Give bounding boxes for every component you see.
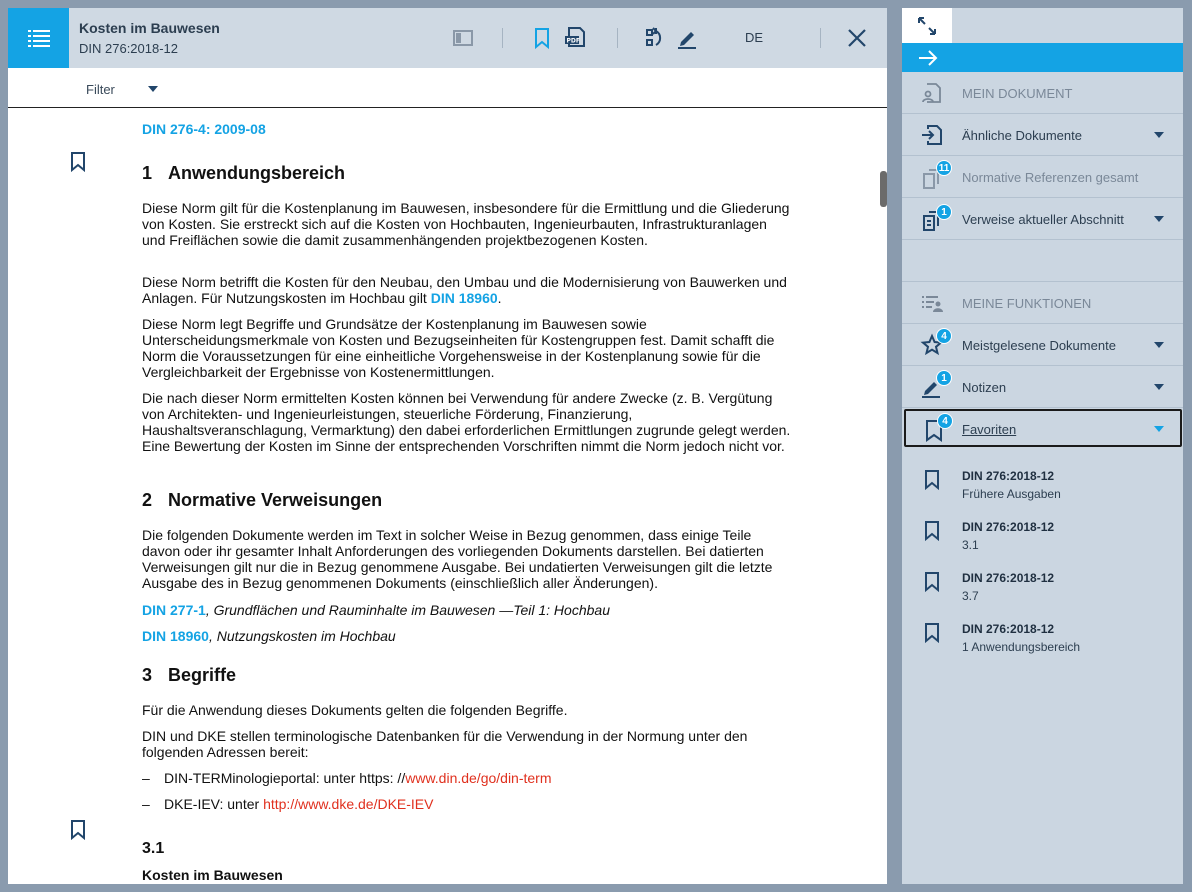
favorite-section: 3.7 (962, 589, 979, 603)
filter-dropdown-caret[interactable] (148, 86, 158, 92)
paragraph: Die folgenden Dokumente werden im Text in solcher Weise in Bezug genommen, dass einige Teile davon oder ihr gesamter Inhalt Anforderungen des vorliegenden Dokuments darstellen. Bei datierten Verweisungen gilt nur die in Bezug genommene Ausgabe. Bei undatierten Verweisungen gilt die letzte Ausgabe des in Bezug genommenen Dokuments (einschließlich aller Änderungen). (142, 527, 773, 591)
filter-bar (8, 68, 887, 108)
list-item (142, 796, 792, 812)
favorite-section: Frühere Ausgaben (962, 487, 1061, 501)
item-label: Notizen (962, 380, 1007, 395)
pen-icon[interactable] (675, 26, 699, 50)
top-reference-suffix: : 2009-08 (205, 121, 266, 137)
reference-entry (142, 602, 792, 618)
list-dash: – (142, 796, 150, 812)
paragraph: Für die Anwendung dieses Dokuments gelten die folgenden Begriffe. (142, 702, 568, 718)
chevron-down-icon[interactable] (1154, 132, 1164, 138)
toc-button[interactable] (8, 8, 69, 68)
count-badge: 1 (936, 204, 952, 220)
section-title: Anwendungsbereich (168, 163, 346, 183)
bookmark-icon (924, 521, 940, 541)
item-label: Verweise aktueller Abschnitt (962, 212, 1124, 227)
section-label: MEIN DOKUMENT (962, 86, 1073, 101)
filter-label[interactable]: Filter (86, 82, 115, 97)
panel-icon[interactable] (451, 26, 475, 50)
paragraph: Diese Norm legt Begriffe und Grundsätze der Kostenplanung im Bauwesen sowie Unterscheidungsmerkmale von Kosten und Bezugseinheiten für Kostengruppen fest. Damit schafft die Norm die Voraussetzungen für eine einheitliche Vorgehensweise in der Kostenplanung sowie für die Vergleichbarkeit der Ergebnisse von Kostenermittlungen. (142, 316, 775, 380)
count-badge: 4 (937, 413, 953, 429)
bookmark-icon[interactable] (70, 152, 86, 172)
document-title-block (79, 20, 220, 56)
document-content (8, 109, 887, 884)
favorite-entry[interactable] (902, 515, 1183, 565)
bookmark-icon[interactable] (70, 820, 86, 840)
paragraph: Die nach dieser Norm ermittelten Kosten können bei Verwendung für andere Zwecke (z. B. Vergütung von Architekten- und Ingenieurleistungen, steuerliche Förderung, Finanzierung, Haushaltsveranschlagung, Vermarktung) den dabei erforderlichen Ermittlungen zugrunde gelegt werden. Eine Bewertung der Kosten im Sinne der entsprechenden Vorschriften nimmt die Norm jedoch nicht vor. (142, 390, 791, 454)
list-dash: – (142, 770, 150, 786)
count-badge: 1 (936, 370, 952, 386)
favoriten-item[interactable] (904, 409, 1182, 447)
section-1-heading (142, 163, 345, 184)
favorite-section: 1 Anwendungsbereich (962, 640, 1081, 654)
din-18960-link[interactable]: DIN 18960 (142, 628, 209, 644)
section-title: Begriffe (168, 665, 237, 685)
arrow-right-icon (918, 50, 938, 66)
bookmark-icon (924, 470, 940, 490)
list-item-text: DKE-IEV: unter (164, 796, 264, 812)
item-label: Meistgelesene Dokumente (962, 338, 1116, 353)
section-number: 1 (142, 163, 153, 183)
favorite-doc: DIN 276:2018-12 (962, 571, 1055, 585)
toolbar-separator (502, 28, 503, 48)
favorite-section: 3.1 (962, 538, 979, 552)
mein-dokument-header (902, 72, 1183, 114)
notizen-item[interactable] (902, 366, 1183, 408)
list-icon (28, 29, 50, 47)
din-18960-link[interactable]: DIN 18960 (430, 290, 498, 306)
dke-iev-link[interactable]: http://www.dke.de/DKE-IEV (263, 796, 434, 812)
section-number: 3 (142, 665, 153, 685)
meine-funktionen-header (902, 282, 1183, 324)
history-icon[interactable] (644, 26, 668, 50)
aehnliche-dokumente-item[interactable] (902, 114, 1183, 156)
document-subtitle: DIN 276:2018-12 (79, 41, 179, 56)
collapse-panel-button[interactable] (902, 43, 1183, 72)
spacer (902, 240, 1183, 282)
bookmark-icon (924, 572, 940, 592)
document-header (8, 8, 887, 68)
count-badge: 11 (936, 160, 952, 176)
reference-title: , Nutzungskosten im Hochbau (208, 628, 396, 644)
chevron-down-icon[interactable] (1154, 342, 1164, 348)
favorite-doc: DIN 276:2018-12 (962, 469, 1055, 483)
paragraph-text: Diese Norm betrifft die Kosten für den Neubau, den Umbau und die Modernisierung von Bauwerken und Anlagen. Für Nutzungskosten im Hochbau gilt (142, 274, 787, 306)
chevron-down-icon[interactable] (1154, 384, 1164, 390)
paragraph-text: . (497, 290, 502, 306)
language-selector[interactable]: DE (745, 30, 764, 45)
toolbar-separator (820, 28, 821, 48)
chevron-down-icon[interactable] (1154, 426, 1164, 432)
item-label: Ähnliche Dokumente (962, 128, 1082, 143)
expand-icon (916, 15, 938, 37)
section-2-heading (142, 490, 382, 511)
list-item (142, 770, 792, 786)
document-title: Kosten im Bauwesen (79, 20, 220, 36)
paragraph: DIN und DKE stellen terminologische Datenbanken für die Verwendung in der Normung unter den folgenden Adressen bereit: (142, 728, 748, 760)
din-term-link[interactable]: www.din.de/go/din-term (405, 770, 552, 786)
chevron-down-icon[interactable] (1154, 216, 1164, 222)
list-item-text: DIN-TERMinologieportal: unter https: // (164, 770, 406, 786)
paragraph (142, 274, 792, 306)
document-pane (8, 8, 887, 884)
item-label: Normative Referenzen gesamt (962, 170, 1139, 185)
section-3-heading (142, 665, 236, 686)
close-icon[interactable] (845, 26, 869, 50)
count-badge: 4 (936, 328, 952, 344)
expand-button[interactable] (902, 8, 952, 43)
bookmark-icon[interactable] (530, 26, 554, 50)
bookmark-icon (924, 623, 940, 643)
section-title: Normative Verweisungen (168, 490, 383, 510)
top-reference (142, 121, 792, 137)
din-276-4-link[interactable]: DIN 276-4 (142, 121, 206, 137)
list-person-icon (920, 291, 944, 315)
favorite-entry[interactable] (902, 464, 1183, 514)
verweise-abschnitt-item[interactable] (902, 198, 1183, 240)
side-panel (902, 8, 1183, 884)
svg-text:PDF: PDF (566, 37, 580, 45)
normative-referenzen-item[interactable] (902, 156, 1183, 198)
din-277-1-link[interactable]: DIN 277-1 (142, 602, 206, 618)
section-number: 2 (142, 490, 153, 510)
subsection-title: Kosten im Bauwesen (142, 867, 283, 883)
item-label: Favoriten (962, 422, 1017, 437)
favorite-doc: DIN 276:2018-12 (962, 622, 1055, 636)
meistgelesene-item[interactable] (902, 324, 1183, 366)
reference-title: , Grundflächen und Rauminhalte im Bauwesen —Teil 1: Hochbau (205, 602, 610, 618)
doc-person-icon (920, 81, 944, 105)
scrollbar-thumb[interactable] (880, 171, 887, 207)
pdf-icon[interactable] (563, 26, 587, 50)
favorite-doc: DIN 276:2018-12 (962, 520, 1055, 534)
toolbar-separator (617, 28, 618, 48)
doc-export-icon (920, 123, 944, 147)
section-label: MEINE FUNKTIONEN (962, 296, 1092, 311)
reference-entry (142, 628, 792, 644)
paragraph: Diese Norm gilt für die Kostenplanung im Bauwesen, insbesondere für die Ermittlung und die Gliederung von Kosten. Sie erstreckt sich auf die Kosten von Hochbauten, Ingenieurbauten, Infrastrukturanlagen und Freiflächen sowie die damit zusammenhängenden projektbezogenen Kosten. (142, 200, 790, 248)
favorite-entry[interactable] (902, 566, 1183, 616)
favorite-entry[interactable] (902, 617, 1183, 667)
subsection-number: 3.1 (142, 840, 165, 857)
